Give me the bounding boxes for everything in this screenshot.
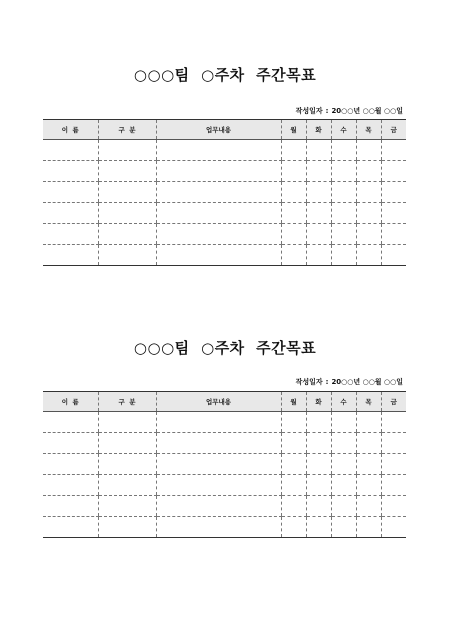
category-cell[interactable] [98,496,156,517]
date-line [296,377,403,387]
form-title: ○○○팀 ○주차 주간목표 [133,66,317,84]
name-cell[interactable] [43,475,98,496]
table-row [43,245,406,266]
task-cell[interactable] [156,161,281,182]
fri-cell[interactable] [381,224,406,245]
table-body [43,412,406,538]
table-row [43,161,406,182]
mon-cell[interactable] [281,224,306,245]
task-cell[interactable] [156,140,281,161]
mon-cell[interactable] [281,182,306,203]
date-label: 작성일자 [295,107,323,115]
table-body [43,140,406,266]
thu-cell[interactable] [356,412,381,433]
task-cell[interactable] [156,517,281,538]
table-row [43,475,406,496]
mon-cell[interactable] [281,140,306,161]
thu-cell[interactable] [356,433,381,454]
table-row [43,433,406,454]
col-name: 이 름 [43,392,98,412]
col-fri: 금 [381,392,406,412]
thu-cell[interactable] [356,203,381,224]
table-row [43,454,406,475]
category-cell[interactable] [98,412,156,433]
tue-cell[interactable] [306,182,331,203]
mon-cell[interactable] [281,245,306,266]
category-cell[interactable] [98,454,156,475]
col-category: 구 분 [98,120,156,140]
fri-cell[interactable] [381,475,406,496]
weekly-goal-table [43,391,406,538]
col-wed: 수 [331,392,356,412]
date-value: 20○○년 ○○월 ○○일 [331,378,403,386]
weekly-goal-table [43,119,406,266]
thu-cell[interactable] [356,517,381,538]
wed-cell[interactable] [331,475,356,496]
thu-cell[interactable] [356,224,381,245]
thu-cell[interactable] [356,245,381,266]
task-cell[interactable] [156,475,281,496]
table-row [43,224,406,245]
wed-cell[interactable] [331,245,356,266]
wed-cell[interactable] [331,182,356,203]
fri-cell[interactable] [381,140,406,161]
tue-cell[interactable] [306,517,331,538]
wed-cell[interactable] [331,140,356,161]
fri-cell[interactable] [381,496,406,517]
table-row [43,412,406,433]
form-title: ○○○팀 ○주차 주간목표 [133,339,317,357]
thu-cell[interactable] [356,161,381,182]
category-cell[interactable] [98,517,156,538]
category-cell[interactable] [98,245,156,266]
name-cell[interactable] [43,496,98,517]
task-cell[interactable] [156,224,281,245]
fri-cell[interactable] [381,161,406,182]
mon-cell[interactable] [281,517,306,538]
name-cell[interactable] [43,182,98,203]
col-tue: 화 [306,120,331,140]
mon-cell[interactable] [281,496,306,517]
header-row [43,120,406,140]
table-row [43,496,406,517]
name-cell[interactable] [43,203,98,224]
col-name: 이 름 [43,120,98,140]
category-cell[interactable] [98,182,156,203]
mon-cell[interactable] [281,161,306,182]
fri-cell[interactable] [381,182,406,203]
name-cell[interactable] [43,245,98,266]
wed-cell[interactable] [331,224,356,245]
tue-cell[interactable] [306,454,331,475]
mon-cell[interactable] [281,454,306,475]
name-cell[interactable] [43,517,98,538]
task-cell[interactable] [156,412,281,433]
col-thu: 목 [356,120,381,140]
date-value: 20○○년 ○○월 ○○일 [331,107,403,115]
col-task: 업무내용 [156,120,281,140]
thu-cell[interactable] [356,140,381,161]
col-thu: 목 [356,392,381,412]
wed-cell[interactable] [331,496,356,517]
task-cell[interactable] [156,203,281,224]
name-cell[interactable] [43,454,98,475]
wed-cell[interactable] [331,161,356,182]
wed-cell[interactable] [331,454,356,475]
col-category: 구 분 [98,392,156,412]
tue-cell[interactable] [306,433,331,454]
task-cell[interactable] [156,245,281,266]
fri-cell[interactable] [381,454,406,475]
col-mon: 월 [281,120,306,140]
tue-cell[interactable] [306,475,331,496]
wed-cell[interactable] [331,433,356,454]
name-cell[interactable] [43,224,98,245]
table-row [43,140,406,161]
fri-cell[interactable] [381,245,406,266]
thu-cell[interactable] [356,454,381,475]
tue-cell[interactable] [306,140,331,161]
task-cell[interactable] [156,182,281,203]
mon-cell[interactable] [281,203,306,224]
date-separator: : [325,107,329,115]
category-cell[interactable] [98,475,156,496]
col-tue: 화 [306,392,331,412]
wed-cell[interactable] [331,203,356,224]
task-cell[interactable] [156,433,281,454]
col-task: 업무내용 [156,392,281,412]
wed-cell[interactable] [331,517,356,538]
name-cell[interactable] [43,433,98,454]
task-cell[interactable] [156,454,281,475]
col-mon: 월 [281,392,306,412]
category-cell[interactable] [98,224,156,245]
date-line [296,106,403,116]
fri-cell[interactable] [381,517,406,538]
tue-cell[interactable] [306,161,331,182]
date-separator: : [325,378,329,386]
category-cell[interactable] [98,203,156,224]
col-wed: 수 [331,120,356,140]
table-row [43,517,406,538]
tue-cell[interactable] [306,203,331,224]
tue-cell[interactable] [306,496,331,517]
wed-cell[interactable] [331,412,356,433]
tue-cell[interactable] [306,224,331,245]
fri-cell[interactable] [381,203,406,224]
fri-cell[interactable] [381,412,406,433]
task-cell[interactable] [156,496,281,517]
tue-cell[interactable] [306,412,331,433]
mon-cell[interactable] [281,412,306,433]
name-cell[interactable] [43,161,98,182]
header-row [43,392,406,412]
date-label: 작성일자 [295,378,323,386]
table-row [43,203,406,224]
name-cell[interactable] [43,412,98,433]
thu-cell[interactable] [356,475,381,496]
tue-cell[interactable] [306,245,331,266]
name-cell[interactable] [43,140,98,161]
category-cell[interactable] [98,140,156,161]
thu-cell[interactable] [356,496,381,517]
table-row [43,182,406,203]
fri-cell[interactable] [381,433,406,454]
thu-cell[interactable] [356,182,381,203]
category-cell[interactable] [98,433,156,454]
category-cell[interactable] [98,161,156,182]
mon-cell[interactable] [281,433,306,454]
mon-cell[interactable] [281,475,306,496]
col-fri: 금 [381,120,406,140]
